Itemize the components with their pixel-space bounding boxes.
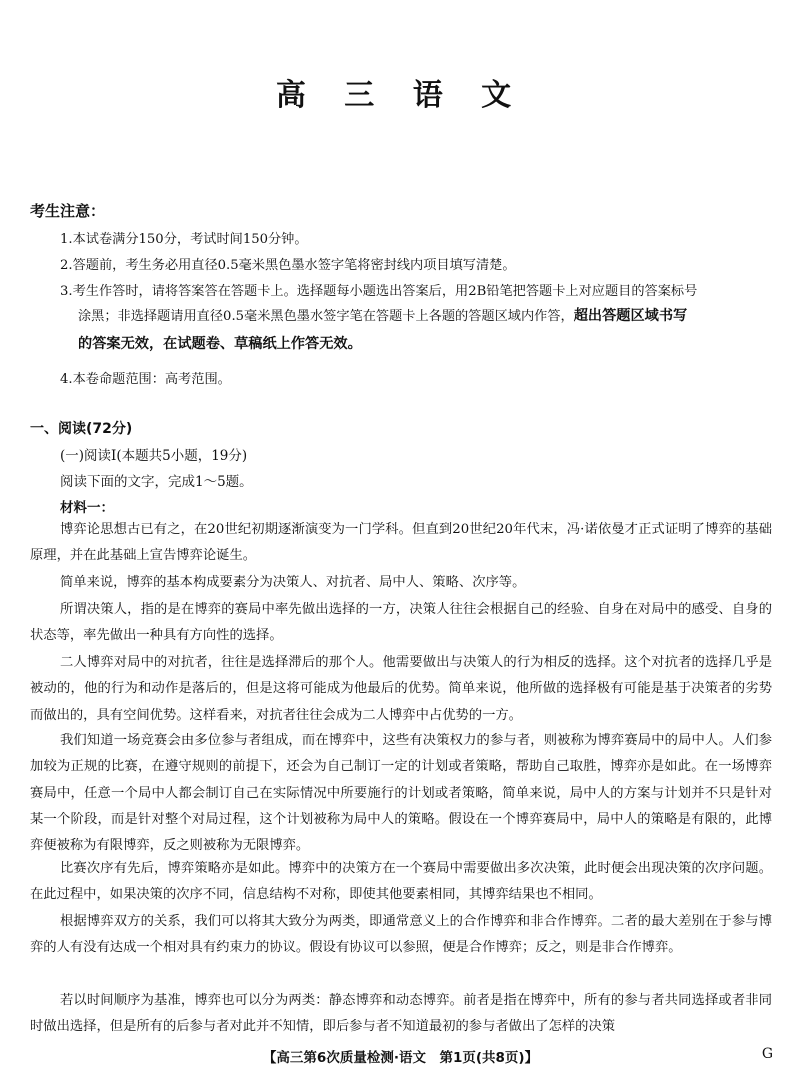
page-footer: 【高三第6次质量检测·语文 第1页(共8页)】 bbox=[262, 1050, 539, 1066]
footer-code: G bbox=[761, 1046, 773, 1062]
notice-item-3-line-1: 3.考生作答时，请将答案答在答题卡上。选择题每小题选出答案后，用2B铅笔把答题卡上对应题目的答案标号 bbox=[60, 284, 698, 299]
paragraph-4: 二人博弈对局中的对抗者，往往是选择滞后的那个人。他需要做出与决策人的行为相反的选择。这个对抗者的选择几乎是被动的，他的行为和动作是落后的，但是这将可能成为他最后的优势。简单来说，他所做的选择极有可能是基于决策者的劣势而做出的，具有空间优势。这样看来，对抗者往往会成为二人博弈中占优势的一方。 bbox=[30, 655, 772, 723]
notice-item-1: 1.本试卷满分150分，考试时间150分钟。 bbox=[60, 232, 308, 247]
material-label: 材料一： bbox=[60, 500, 114, 516]
paragraph-3: 所谓决策人，指的是在博弈的赛局中率先做出选择的一方，决策人往往会根据自己的经验、自身在对局中的感受、自身的状态等，率先做出一种具有方向性的选择。 bbox=[30, 602, 772, 644]
paragraph-8: 若以时间顺序为基准，博弈也可以分为两类：静态博弈和动态博弈。前者是指在博弈中，所有的参与者共同选择或者非同时做出选择，但是所有的后参与者对此并不知情，即后参与者不知道最初的参与者做出了怎样的决策 bbox=[30, 993, 772, 1035]
paragraph-2: 简单来说，博弈的基本构成要素分为决策人、对抗者、局中人、策略、次序等。 bbox=[60, 575, 526, 590]
notice-item-4: 4.本卷命题范围：高考范围。 bbox=[60, 372, 231, 387]
notice-heading: 考生注意： bbox=[30, 202, 106, 220]
section-heading: 一、阅读(72分) bbox=[30, 421, 133, 437]
notice-item-3-line-3 bbox=[78, 333, 778, 353]
paragraph-1: 博弈论思想古已有之，在20世纪初期逐渐演变为一门学科。但直到20世纪20年代末，冯·诺依曼才正式证明了博弈的基础原理，并在此基础上宣告博弈论诞生。 bbox=[30, 522, 772, 564]
subsection-heading: (一)阅读Ⅰ(本题共5小题，19分) bbox=[60, 448, 248, 464]
notice-item-3-line-2 bbox=[78, 305, 778, 325]
notice-warning-bold-2: 的答案无效，在试题卷、草稿纸上作答无效。 bbox=[78, 336, 362, 352]
reading-instruction: 阅读下面的文字，完成1～5题。 bbox=[60, 474, 253, 490]
paragraph-5: 我们知道一场竞赛会由多位参与者组成，而在博弈中，这些有决策权力的参与者，则被称为博弈赛局中的局中人。人们参加较为正规的比赛，在遵守规则的前提下，还会为自己制订一定的计划或者策略，帮助自己取胜，博弈亦是如此。在一场博弈赛局中，任意一个局中人都会制订自己在实际情况中所要施行的计划或者策略，简单来说，局中人的方案与计划并不只是针对某一个阶段，而是针对整个对局过程，这个计划被称为局中人的策略。假设在一个博弈赛局中，局中人的策略是有限的，此博弈便被称为有限博弈，反之则被称为无限博弈。 bbox=[30, 733, 772, 854]
notice-item-2: 2.答题前，考生务必用直径0.5毫米黑色墨水签字笔将密封线内项目填写清楚。 bbox=[60, 258, 516, 273]
paragraph-7: 根据博弈双方的关系，我们可以将其大致分为两类，即通常意义上的合作博弈和非合作博弈。二者的最大差别在于参与博弈的人有没有达成一个相对具有约束力的协议。假设有协议可以参照，便是合作博弈；反之，则是非合作博弈。 bbox=[30, 914, 772, 956]
notice-item-3-normal-text: 涂黑；非选择题请用直径0.5毫米黑色墨水签字笔在答题卡上各题的答题区域内作答， bbox=[78, 309, 574, 324]
paragraph-6: 比赛次序有先后，博弈策略亦是如此。博弈中的决策方在一个赛局中需要做出多次决策，此时便会出现决策的次序问题。在此过程中，如果决策的次序不同，信息结构不对称，即使其他要素相同，其博弈结果也不相同。 bbox=[30, 861, 772, 903]
page-title: 高 三 语 文 bbox=[275, 78, 526, 113]
notice-warning-bold-1: 超出答题区域书写 bbox=[573, 308, 688, 324]
